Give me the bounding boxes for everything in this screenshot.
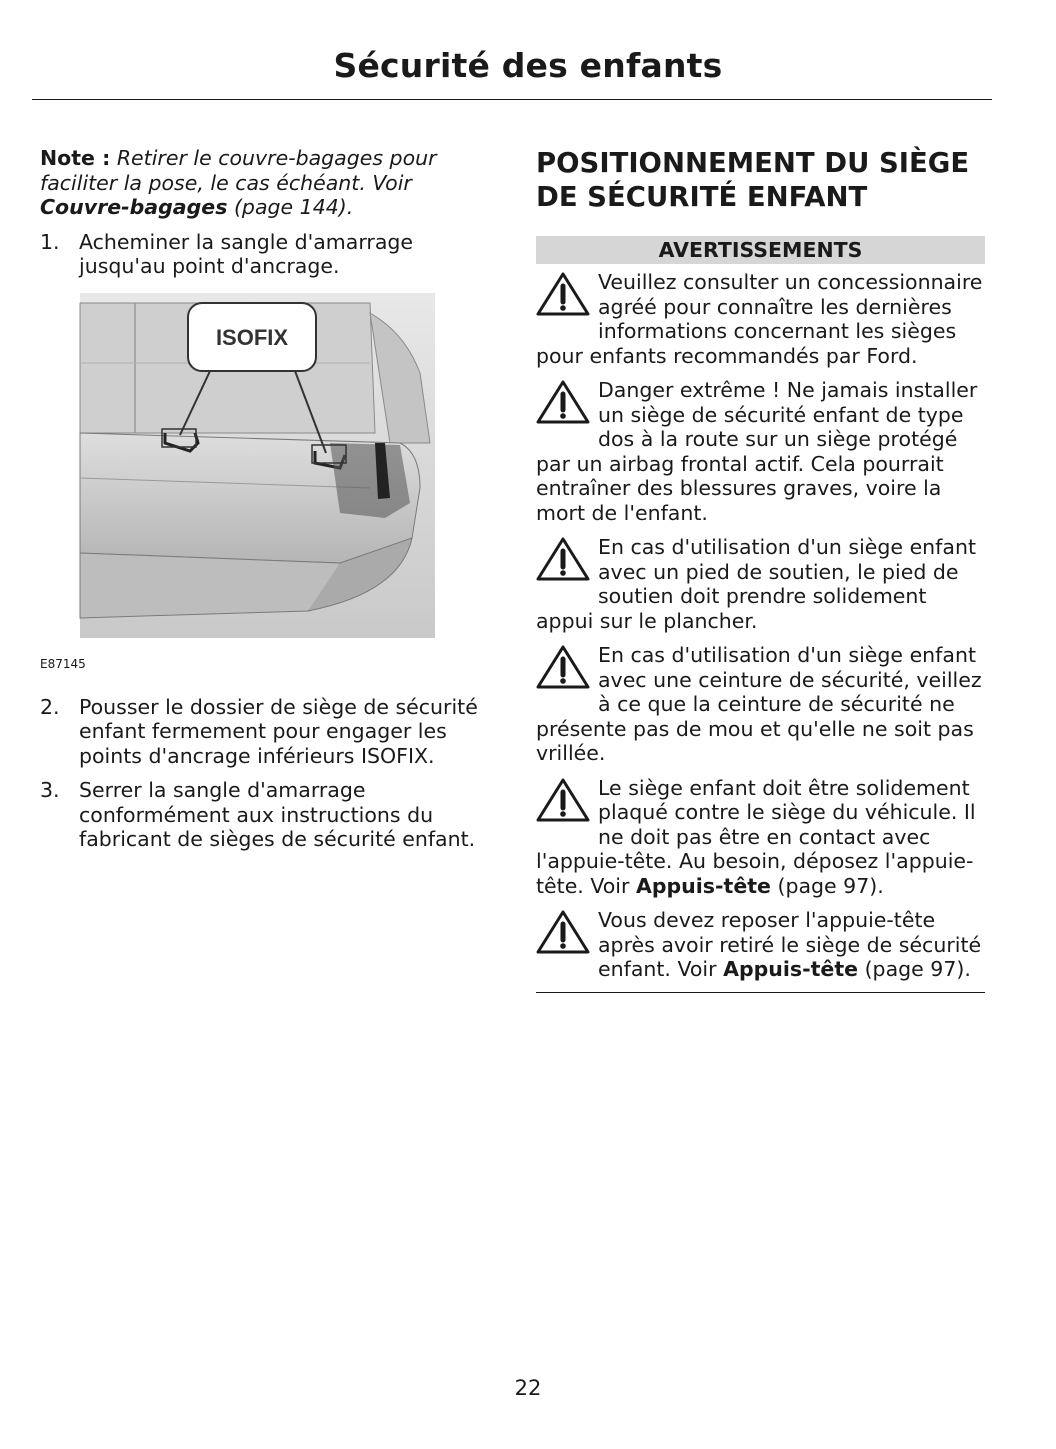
figure-code: E87145 [40, 656, 86, 671]
warning-triangle-icon [536, 908, 598, 960]
rear-seat-illustration [40, 293, 440, 643]
link-appuis-tete[interactable]: Appuis-tête [635, 873, 771, 898]
step-text: Acheminer la sangle d'amarrage jusqu'au point d'ancrage. [79, 229, 414, 278]
callout-label: ISOFIX [215, 324, 289, 350]
warning-3 [536, 535, 985, 633]
warning-triangle-icon [536, 643, 598, 695]
warning-6 [536, 908, 985, 982]
step-number: 2. [40, 694, 60, 719]
warning-triangle-icon [536, 535, 598, 587]
note [40, 146, 500, 220]
section-heading: POSITIONNEMENT DU SIÈGE DE SÉCURITÉ ENFANT [536, 147, 970, 213]
warning-text: En cas d'utilisation d'un siège enfant avec une ceinture de sécurité, veillez à ce que la ceinture de sécurité ne présente pas de mou et qu'elle ne soit pas vrillée. [536, 643, 982, 765]
step-2 [40, 695, 500, 769]
warning-4 [536, 643, 985, 766]
warning-text: Danger extrême ! Ne jamais installer un siège de sécurité enfant de type dos à la route sur un siège protégé par un airbag frontal actif. Cela pourrait entraîner des blessures graves, voire la mort de l'enfant. [536, 378, 978, 525]
title-divider [32, 99, 992, 100]
warnings-end-divider [536, 992, 985, 993]
note-label: Note : [40, 146, 111, 170]
step-number: 1. [40, 229, 60, 254]
warning-triangle-icon [536, 378, 598, 430]
warning-text: Le siège enfant doit être solidement plaqué contre le siège du véhicule. Il ne doit pas être en contact avec l'appuie-tête. Au besoin, déposez l'appuie-tête. Voir [536, 775, 976, 898]
page-title: Sécurité des enfants [333, 46, 723, 85]
warning-5 [536, 776, 985, 899]
note-text: Retirer le couvre-bagages pour faciliter la pose, le cas échéant. Voir [40, 146, 437, 195]
warning-triangle-icon [536, 270, 598, 322]
warning-text: Veuillez consulter un concessionnaire agréé pour connaître les dernières informations concernant les sièges pour enfants recommandés par Ford. [536, 270, 983, 368]
link-appuis-tete[interactable]: Appuis-tête [723, 957, 859, 981]
isofix-illustration [40, 293, 440, 653]
note-link-couvre-bagages[interactable]: Couvre-bagages [40, 195, 228, 219]
warnings-title: AVERTISSEMENTS [536, 236, 985, 264]
step-text: Serrer la sangle d'amarrage conformément aux instructions du fabricant de sièges de sécurité enfant. [79, 778, 476, 851]
warning-triangle-icon [536, 776, 598, 828]
right-column [536, 146, 985, 993]
warning-suffix: (page 97). [777, 873, 884, 898]
note-suffix: (page 144). [233, 195, 354, 219]
warning-suffix: (page 97). [864, 957, 971, 981]
step-number: 3. [40, 778, 60, 802]
warning-1 [536, 270, 985, 368]
left-column [40, 146, 500, 862]
warning-text: Vous devez reposer l'appuie-tête après avoir retiré le siège de sécurité enfant. Voir [598, 908, 982, 981]
step-text: Pousser le dossier de siège de sécurité enfant fermement pour engager les points d'ancrage inférieurs ISOFIX. [79, 694, 478, 768]
step-1 [40, 230, 500, 279]
warning-2 [536, 378, 985, 525]
warning-text: En cas d'utilisation d'un siège enfant avec un pied de soutien, le pied de soutien doit prendre solidement appui sur le plancher. [536, 535, 976, 633]
step-3 [40, 778, 500, 852]
page-number: 22 [514, 1376, 542, 1400]
